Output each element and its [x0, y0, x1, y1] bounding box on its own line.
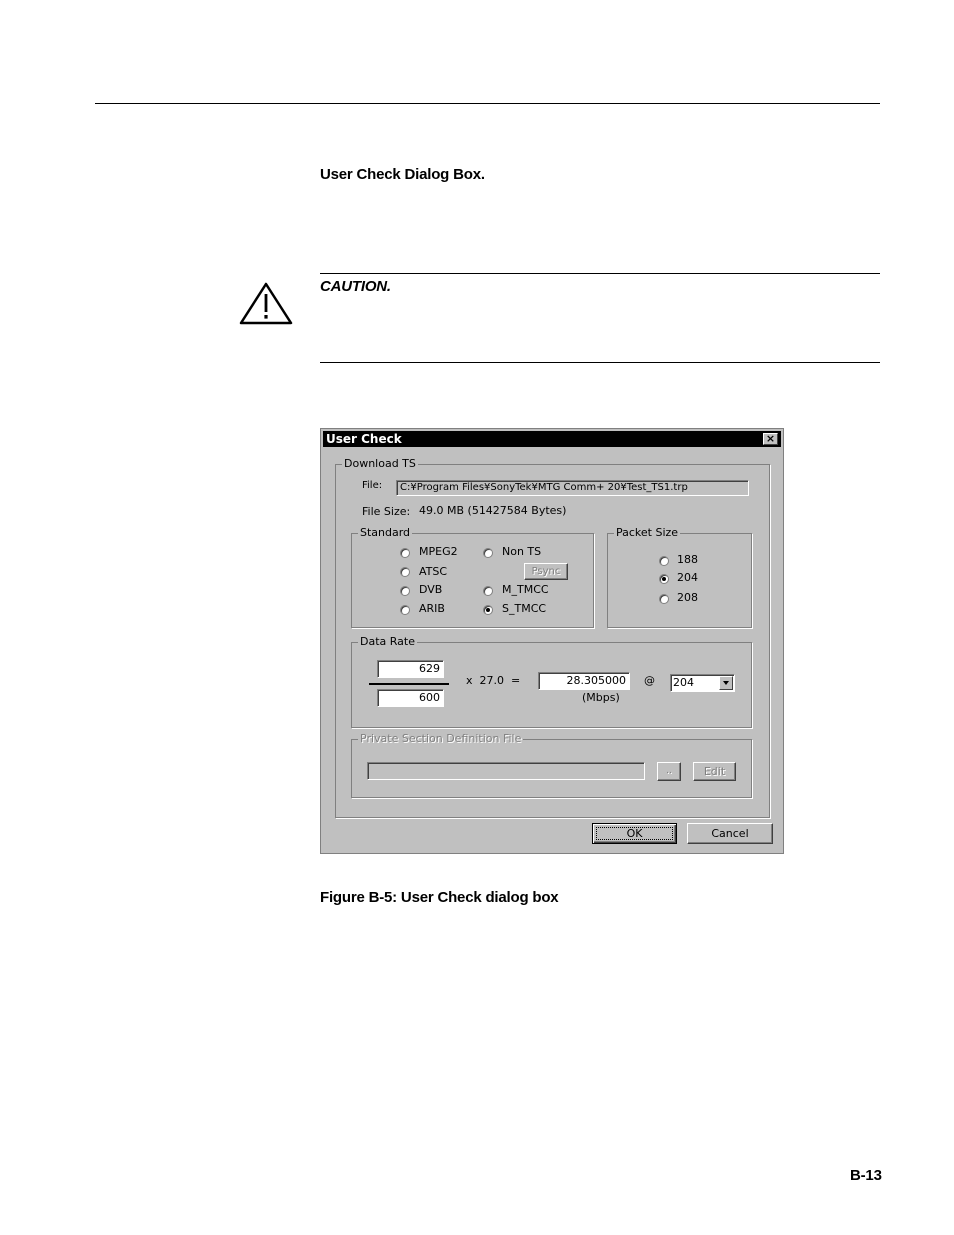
radio-m-tmcc-label: M_TMCC: [502, 583, 549, 596]
radio-atsc-label: ATSC: [419, 565, 448, 578]
caution-top-rule: [320, 273, 880, 274]
data-rate-result-field[interactable]: 28.305000: [538, 672, 630, 690]
at-symbol: @: [644, 674, 655, 687]
browse-button[interactable]: [657, 762, 681, 781]
mbps-unit-label: (Mbps): [582, 691, 620, 704]
close-button[interactable]: [763, 433, 778, 445]
radio-s-tmcc-label: S_TMCC: [502, 602, 547, 615]
dialog-title: User Check: [326, 432, 402, 446]
standard-group-label: Standard: [360, 526, 411, 539]
radio-packet-208-label: 208: [677, 591, 698, 604]
dialog-titlebar[interactable]: [323, 431, 781, 447]
psync-button[interactable]: [524, 563, 568, 580]
standard-group: [351, 526, 594, 628]
section-heading: User Check Dialog Box.: [320, 166, 485, 183]
radio-atsc[interactable]: [400, 567, 410, 577]
file-label: File:: [362, 480, 383, 491]
radio-arib-label: ARIB: [419, 602, 445, 615]
radio-packet-208[interactable]: [659, 594, 669, 604]
file-size-label: File Size:: [362, 505, 411, 518]
ok-button-label: OK: [626, 827, 643, 840]
top-rule: [95, 103, 880, 104]
cancel-button-label: Cancel: [711, 827, 749, 840]
file-size-value: 49.0 MB (51427584 Bytes): [419, 504, 567, 517]
private-section-path-field[interactable]: [367, 762, 645, 780]
radio-packet-188-label: 188: [677, 553, 698, 566]
browse-button-label: ..: [666, 766, 672, 776]
radio-packet-204[interactable]: [659, 574, 669, 584]
close-icon: ×: [765, 432, 776, 445]
file-path-field[interactable]: C:¥Program Files¥SonyTek¥MTG Comm+ 20¥Test_TS1.trp: [396, 480, 749, 496]
user-check-dialog: [320, 428, 784, 854]
multiplier-text: x 27.0 =: [466, 674, 521, 687]
page-number: B-13: [850, 1167, 882, 1184]
edit-button-label: Edit: [703, 765, 726, 778]
radio-non-ts[interactable]: [483, 548, 493, 558]
radio-s-tmcc[interactable]: [483, 605, 493, 615]
private-section-group-label: Private Section Definition File: [360, 732, 522, 745]
packet-size-group-label: Packet Size: [616, 526, 679, 539]
radio-dvb-label: DVB: [419, 583, 443, 596]
warning-triangle-icon: [238, 281, 294, 325]
packet-size-select[interactable]: [670, 674, 735, 692]
radio-non-ts-label: Non TS: [502, 545, 542, 558]
fraction-bar: [369, 683, 449, 685]
radio-packet-188[interactable]: [659, 556, 669, 566]
caution-label: CAUTION.: [320, 278, 391, 295]
radio-packet-204-label: 204: [677, 571, 698, 584]
radio-mpeg2[interactable]: [400, 548, 410, 558]
denominator-input[interactable]: 600: [377, 689, 444, 707]
numerator-input[interactable]: 629: [377, 660, 444, 678]
radio-arib[interactable]: [400, 605, 410, 615]
cancel-button[interactable]: [687, 823, 773, 844]
packet-size-select-value: 204: [673, 676, 694, 689]
download-ts-group-label: Download TS: [344, 457, 416, 470]
radio-mpeg2-label: MPEG2: [419, 545, 458, 558]
figure-caption: Figure B-5: User Check dialog box: [320, 889, 559, 906]
psync-button-label: Psync: [531, 566, 561, 577]
data-rate-group-label: Data Rate: [360, 635, 415, 648]
ok-button[interactable]: [592, 823, 677, 844]
caution-bottom-rule: [320, 362, 880, 363]
edit-button[interactable]: [693, 762, 736, 781]
radio-dvb[interactable]: [400, 586, 410, 596]
chevron-down-icon[interactable]: [719, 676, 733, 690]
radio-m-tmcc[interactable]: [483, 586, 493, 596]
